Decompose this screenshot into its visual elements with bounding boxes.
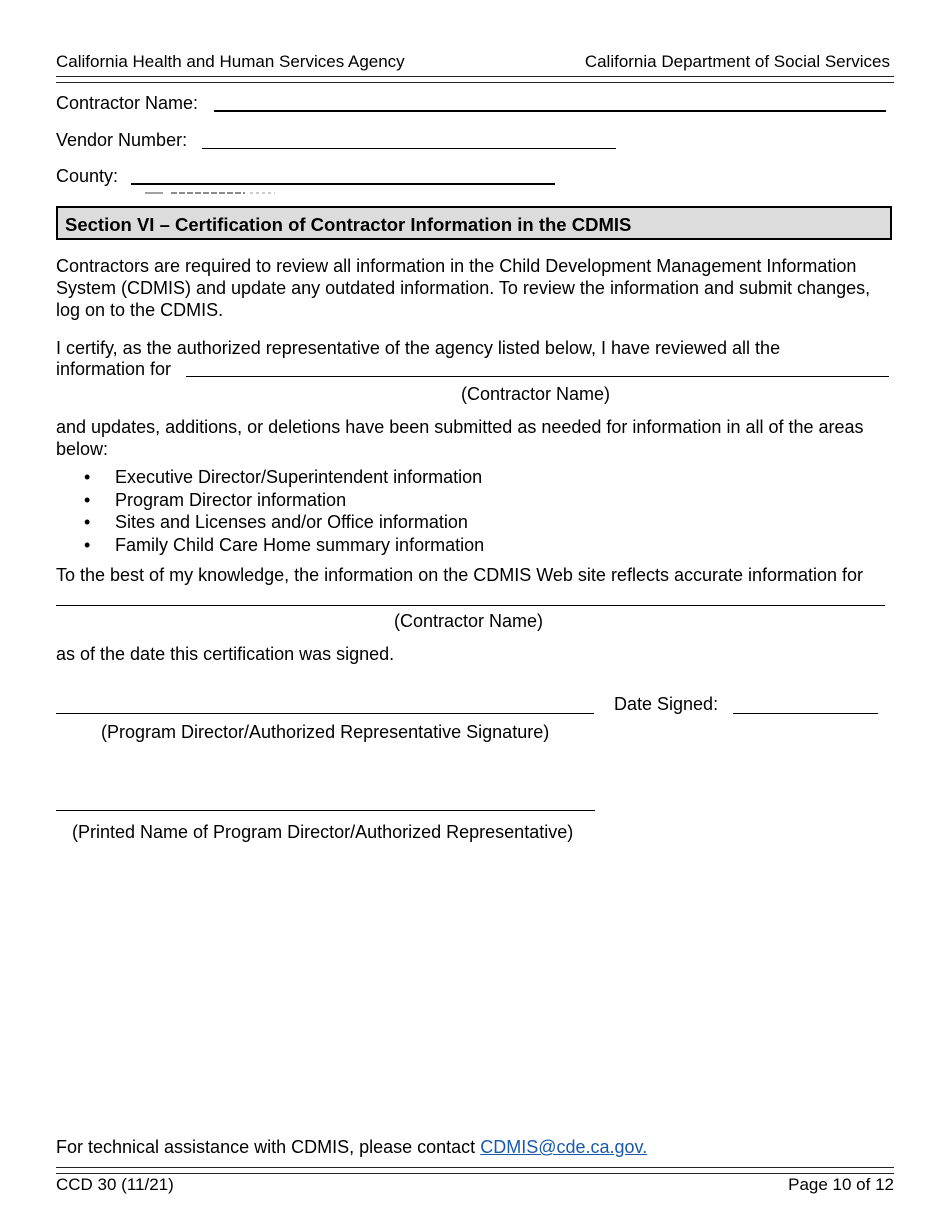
contractor-name-line-1[interactable]	[186, 376, 889, 377]
intro-paragraph: Contractors are required to review all information in the Child Development Management Information System (CDMIS) and update any outdated information. To review the information and submit changes, log on to the CDMIS.	[56, 256, 871, 320]
as-of-text: as of the date this certification was signed.	[56, 644, 395, 664]
bullet-icon: •	[84, 467, 91, 487]
bullet-icon: •	[84, 489, 91, 510]
section-heading	[56, 206, 892, 240]
areas-list	[56, 466, 484, 556]
printed-name-line[interactable]	[56, 810, 595, 811]
signature-line[interactable]	[56, 713, 594, 714]
vendor-number-label: Vendor Number:	[56, 130, 188, 150]
page-number: Page 10 of 12	[788, 1175, 894, 1194]
form-id: CCD 30 (11/21)	[56, 1175, 174, 1194]
date-signed-field[interactable]	[733, 713, 878, 714]
technical-assistance	[56, 1137, 647, 1158]
date-signed-label: Date Signed:	[614, 694, 719, 714]
contractor-name-caption-1: (Contractor Name)	[461, 384, 611, 404]
certify-line-1: I certify, as the authorized representative of the agency listed below, I have reviewed all the	[56, 338, 781, 358]
updates-paragraph: and updates, additions, or deletions have been submitted as needed for information in all of the areas below:	[56, 417, 864, 459]
vendor-number-field[interactable]	[202, 148, 616, 149]
list-item: • Program Director information	[84, 489, 347, 510]
knowledge-text: To the best of my knowledge, the information on the CDMIS Web site reflects accurate information for	[56, 565, 864, 585]
signature-caption: (Program Director/Authorized Representative Signature)	[101, 722, 550, 742]
cdmis-email-link[interactable]: CDMIS@cde.ca.gov.	[480, 1137, 648, 1157]
list-item: • Executive Director/Superintendent information	[84, 467, 483, 487]
county-label: County:	[56, 166, 119, 186]
footer-divider	[56, 1167, 894, 1174]
header-department: California Department of Social Services	[584, 52, 890, 71]
contractor-name-line-2[interactable]	[56, 605, 885, 606]
contractor-name-caption-2: (Contractor Name)	[394, 611, 544, 631]
assist-text: For technical assistance with CDMIS, please contact	[56, 1137, 476, 1157]
certify-line-2: information for	[56, 359, 172, 379]
list-item: • Sites and Licenses and/or Office information	[84, 512, 468, 532]
printed-name-caption: (Printed Name of Program Director/Authorized Representative)	[72, 822, 574, 842]
county-field[interactable]	[131, 183, 555, 185]
scan-artifact	[145, 190, 285, 196]
section-title: Section VI – Certification of Contractor Information in the CDMIS	[65, 214, 632, 235]
bullet-icon: •	[84, 512, 91, 532]
bullet-icon: •	[84, 534, 91, 555]
header-agency: California Health and Human Services Agency	[56, 52, 405, 71]
header-divider	[56, 76, 894, 83]
contractor-name-label: Contractor Name:	[56, 93, 199, 113]
list-item: • Family Child Care Home summary information	[84, 534, 485, 555]
contractor-name-field[interactable]	[214, 110, 886, 112]
